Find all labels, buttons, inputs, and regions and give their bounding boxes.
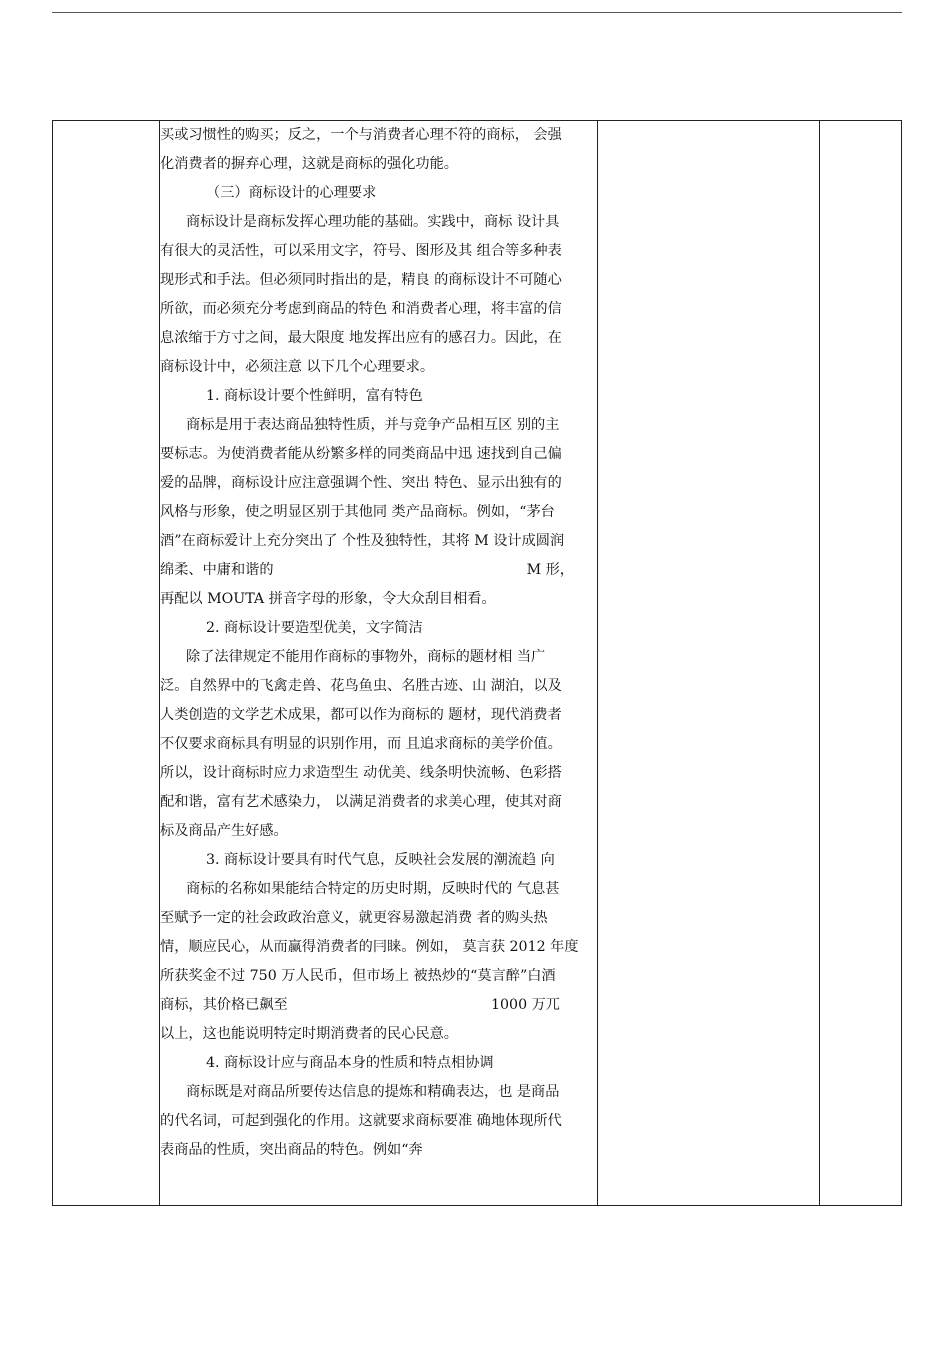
subsection-heading: 4. 商标设计应与商品本身的性质和特点相协调 <box>206 1055 494 1071</box>
header-rule <box>52 12 902 13</box>
text-line: 有很大的灵活性，可以采用文字，符号、图形及其 组合等多种表 <box>160 243 562 259</box>
subsection-heading: 2. 商标设计要造型优美，文字简洁 <box>206 620 423 636</box>
text-line: 酒”在商标爱计上充分突出了 个性及独特性，其将 M 设计成圆润 <box>160 533 565 549</box>
text-fragment: 商标，其价格已飙至 <box>160 997 288 1013</box>
text-line: 再配以 MOUTA 拼音字母的形象，令大众刮目相看。 <box>160 591 496 607</box>
text-line: 化消费者的摒弃心理，这就是商标的强化功能。 <box>160 156 458 172</box>
text-line: 除了法律规定不能用作商标的事物外，商标的题材相 当广 <box>186 649 546 665</box>
text-line: 所欲，而必须充分考虑到商品的特色 和消费者心理，将丰富的信 <box>160 301 562 317</box>
text-line: 标及商品产生好感。 <box>160 823 288 839</box>
text-fragment: 绵柔、中庸和谐的 <box>160 562 274 578</box>
text-line: 的代名词，可起到强化的作用。这就要求商标要准 确地体现所代 <box>160 1113 562 1129</box>
text-line: 要标志。为使消费者能从纷繁多样的同类商品中迅 速找到自己偏 <box>160 446 562 462</box>
text-fragment: 1000 万兀 <box>491 997 560 1013</box>
text-line: 至赋予一定的社会政政治意义，就更容易激起消费 者的购头热 <box>160 910 548 926</box>
text-line: 商标设计是商标发挥心理功能的基础。实践中，商标 设计具 <box>186 214 560 230</box>
split-line <box>160 991 596 1020</box>
section-heading: （三）商标设计的心理要求 <box>206 185 377 201</box>
text-line: 商标设计中，必须注意 以下几个心理要求。 <box>160 359 435 375</box>
text-line: 所获奖金不过 750 万人民币，但市场上 被热炒的“莫言醉”白酒 <box>160 968 556 984</box>
text-line: 人类创造的文学艺术成果，都可以作为商标的 题材，现代消费者 <box>160 707 562 723</box>
text-line: 商标既是对商品所要传达信息的提炼和精确表达，也 是商品 <box>186 1084 560 1100</box>
split-line <box>160 556 596 585</box>
text-line: 息浓缩于方寸之间，最大限度 地发挥出应有的感召力。因此，在 <box>160 330 562 346</box>
column-divider <box>819 121 820 1205</box>
subsection-heading: 3. 商标设计要具有时代气息，反映社会发展的潮流趋 向 <box>206 852 555 868</box>
text-fragment: M 形， <box>526 562 574 578</box>
text-line: 以上，这也能说明特定时期消费者的民心民意。 <box>160 1026 458 1042</box>
text-line: 风格与形象，使之明显区别于其他同 类产品商标。例如，“茅台 <box>160 504 555 520</box>
text-line: 商标的名称如果能结合特定的历史时期，反映时代的 气息甚 <box>186 881 560 897</box>
text-line: 所以，设计商标时应力求造型生 动优美、线条明快流畅、色彩搭 <box>160 765 562 781</box>
text-line: 爱的品牌，商标设计应注意强调个性、突出 特色、显示出独有的 <box>160 475 562 491</box>
text-line: 配和谐，富有艺术感染力， 以满足消费者的求美心理，使其对商 <box>160 794 562 810</box>
text-line: 商标是用于表达商品独特性质，并与竞争产品相互区 别的主 <box>186 417 560 433</box>
text-line: 不仅要求商标具有明显的识别作用，而 且追求商标的美学价值。 <box>160 736 562 752</box>
text-line: 买或习惯性的购买；反之，一个与消费者心理不符的商标， 会强 <box>160 127 562 143</box>
text-line: 情，顺应民心，从而赢得消费者的冃睐。例如， 莫言获 2012 年度 <box>160 939 579 955</box>
text-line: 泛。自然界中的飞禽走兽、花鸟鱼虫、名胜古迹、山 湖泊，以及 <box>160 678 562 694</box>
subsection-heading: 1. 商标设计要个性鲜明，富有特色 <box>206 388 423 404</box>
text-line: 表商品的性质，突出商品的特色。例如“奔 <box>160 1142 423 1158</box>
text-line: 现形式和手法。但必须同时指出的是，精良 的商标设计不可随心 <box>160 272 562 288</box>
main-text-column <box>160 121 596 1165</box>
column-divider <box>597 121 598 1205</box>
